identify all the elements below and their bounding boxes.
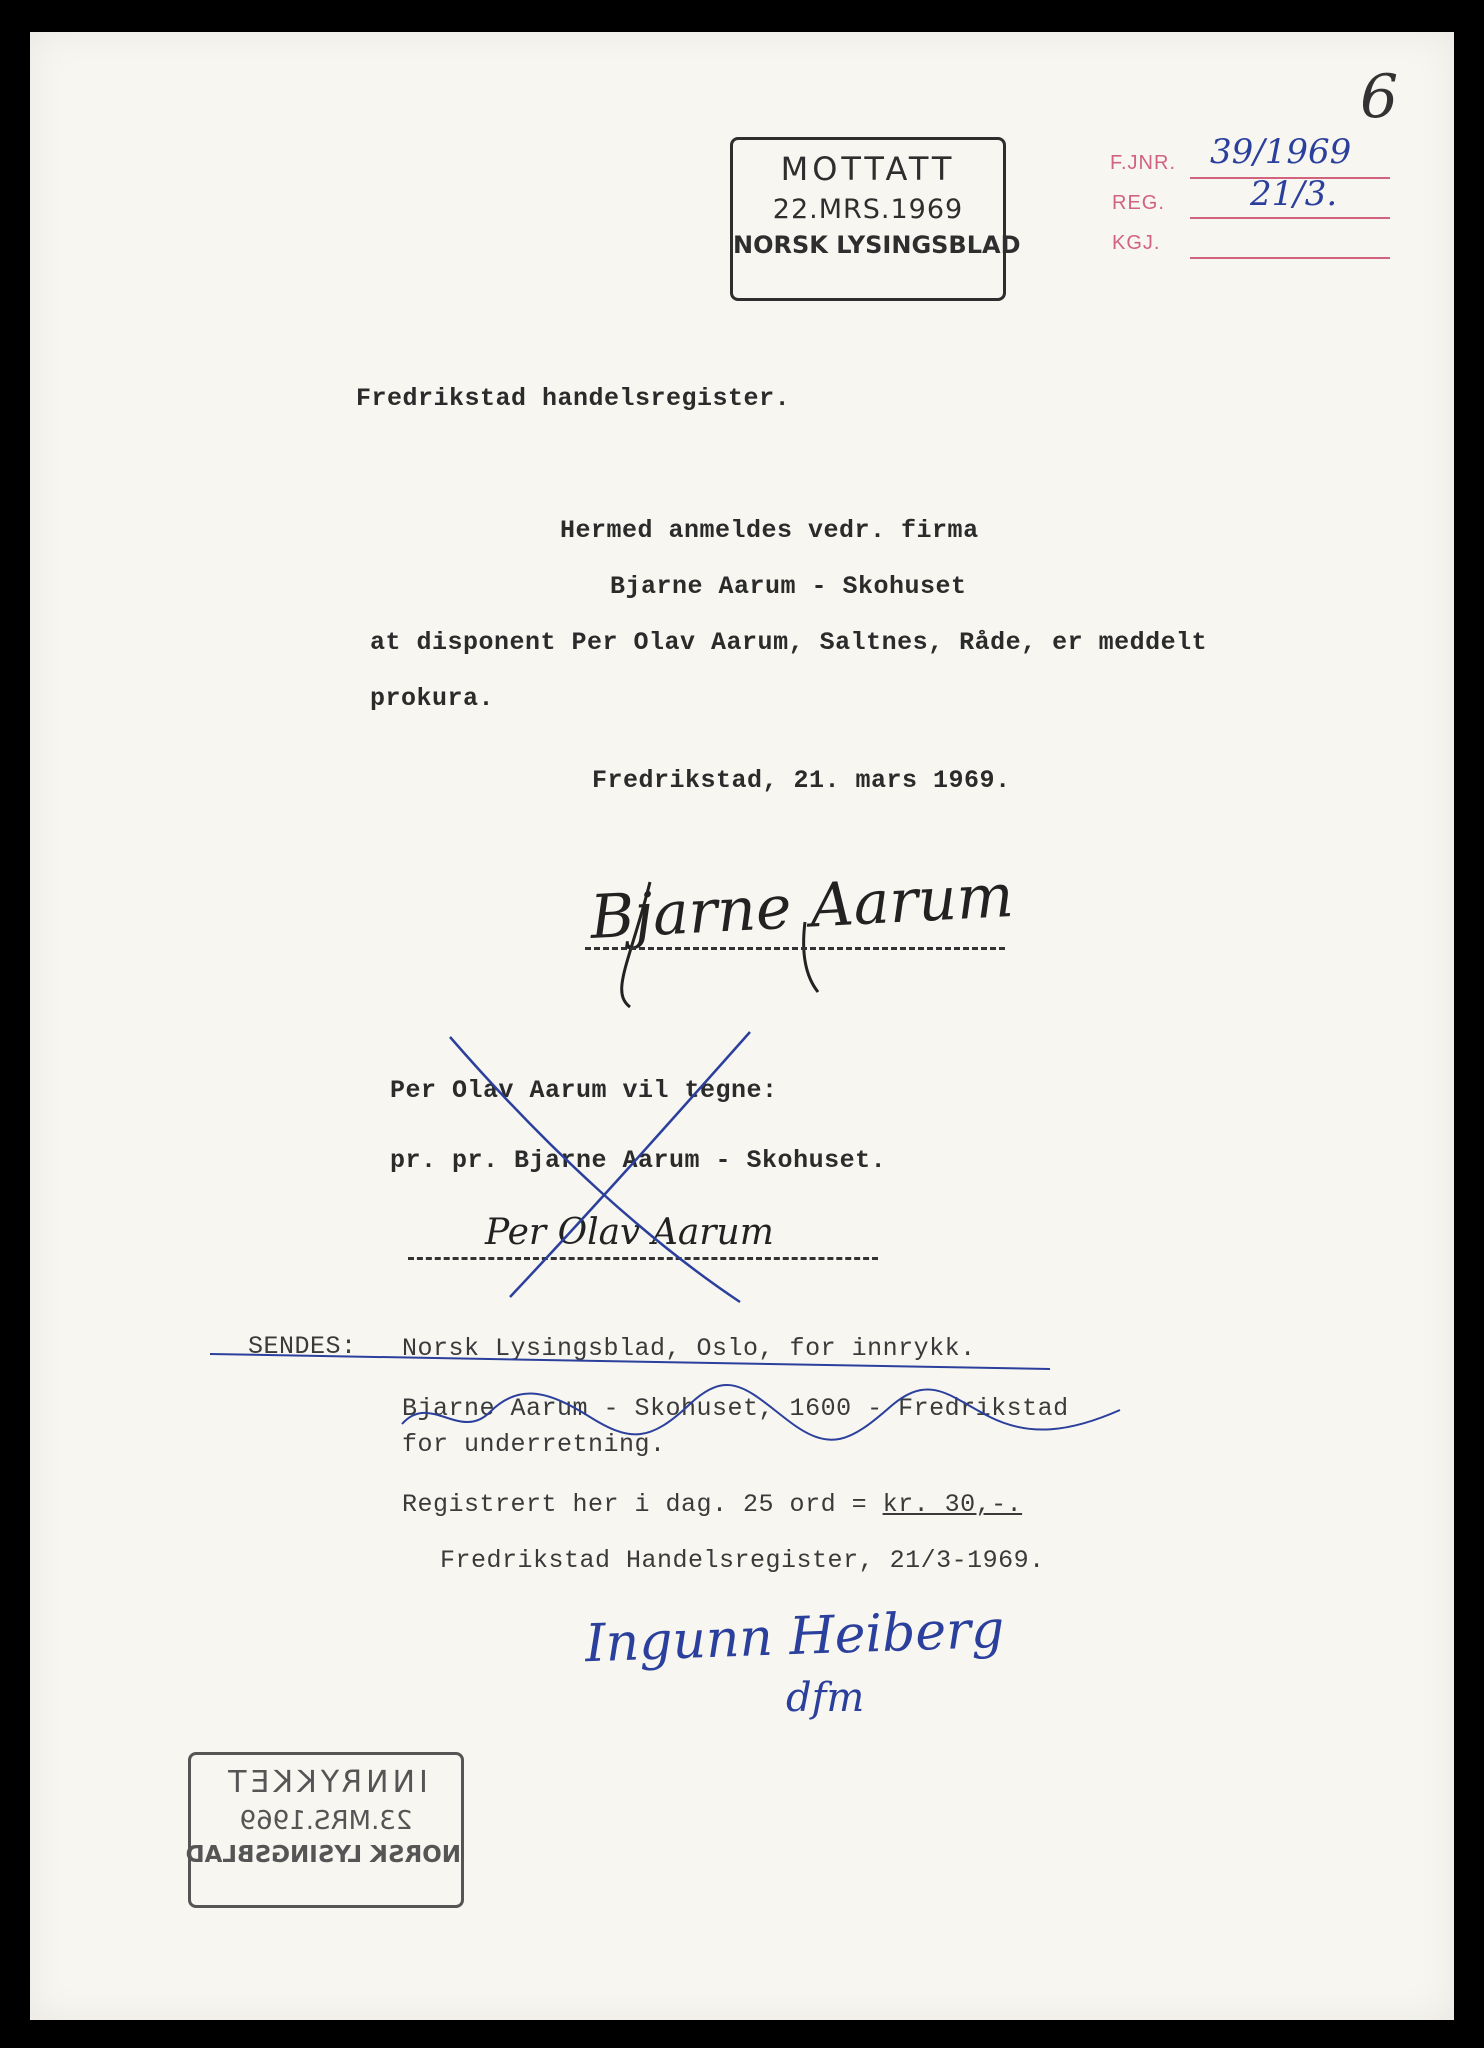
sendes-line-1: Norsk Lysingsblad, Oslo, for innrykk. — [402, 1334, 976, 1363]
body-line-4: prokura. — [370, 684, 495, 713]
body-line-1: Hermed anmeldes vedr. firma — [560, 516, 979, 545]
kgj-label: KGJ. — [1112, 232, 1161, 254]
sendes-markings — [30, 32, 1454, 2020]
kgj-line — [1190, 257, 1390, 259]
sendes-line-3: for underretning. — [402, 1430, 666, 1459]
signature-1-text: Bjarne Aarum — [588, 860, 1016, 954]
cross-out-mark — [30, 32, 1454, 2020]
received-stamp-publisher: NORSK LYSINGSBLAD — [733, 231, 1021, 259]
jnr-label: F.JNR. — [1110, 152, 1176, 174]
reg-label: REG. — [1112, 192, 1165, 214]
sendes-line-2: Bjarne Aarum - Skohuset, 1600 - Fredrikstad — [402, 1394, 1069, 1423]
signature-3-title: dfm — [786, 1675, 865, 1721]
body-line-3: at disponent Per Olav Aarum, Saltnes, Råde, er meddelt — [370, 628, 1208, 657]
signature-1-line — [585, 947, 1005, 950]
printed-stamp-date: 23.MRS.1969 — [239, 1806, 413, 1836]
signature-3-name: Ingunn Heiberg — [584, 1599, 1006, 1675]
body-line-2: Bjarne Aarum - Skohuset — [610, 572, 967, 601]
printed-stamp-publisher: NORSK LYSINGSBLAD — [185, 1842, 461, 1868]
document-page — [30, 32, 1454, 2020]
body-date: Fredrikstad, 21. mars 1969. — [592, 766, 1011, 795]
reg-line — [1190, 217, 1390, 219]
printed-stamp-title: INNRYKKET — [224, 1765, 428, 1800]
sendes-line-5: Fredrikstad Handelsregister, 21/3-1969. — [440, 1546, 1045, 1575]
sendes-registered-text: Registrert her i dag. 25 ord = — [402, 1490, 883, 1519]
procura-line-1: Per Olav Aarum vil tegne: — [390, 1076, 778, 1105]
signature-2-text: Per Olav Aarum — [485, 1212, 774, 1253]
sendes-label: SENDES: — [248, 1332, 357, 1361]
printed-stamp — [185, 1752, 464, 1908]
addressee: Fredrikstad handelsregister. — [356, 384, 791, 413]
jnr-value: 39/1969 — [1210, 132, 1352, 172]
reg-value: 21/3. — [1250, 174, 1338, 214]
procura-line-2: pr. pr. Bjarne Aarum - Skohuset. — [390, 1146, 887, 1175]
received-stamp — [730, 137, 1021, 301]
page-number: 6 — [1360, 62, 1399, 132]
signature-1-flourish — [590, 862, 890, 1022]
signature-2-line — [408, 1257, 878, 1260]
received-stamp-date: 22.MRS.1969 — [772, 194, 964, 225]
sendes-fee: kr. 30,-. — [882, 1490, 1023, 1519]
sendes-line-4 — [402, 1490, 1022, 1519]
received-stamp-title: MOTTATT — [780, 150, 956, 188]
